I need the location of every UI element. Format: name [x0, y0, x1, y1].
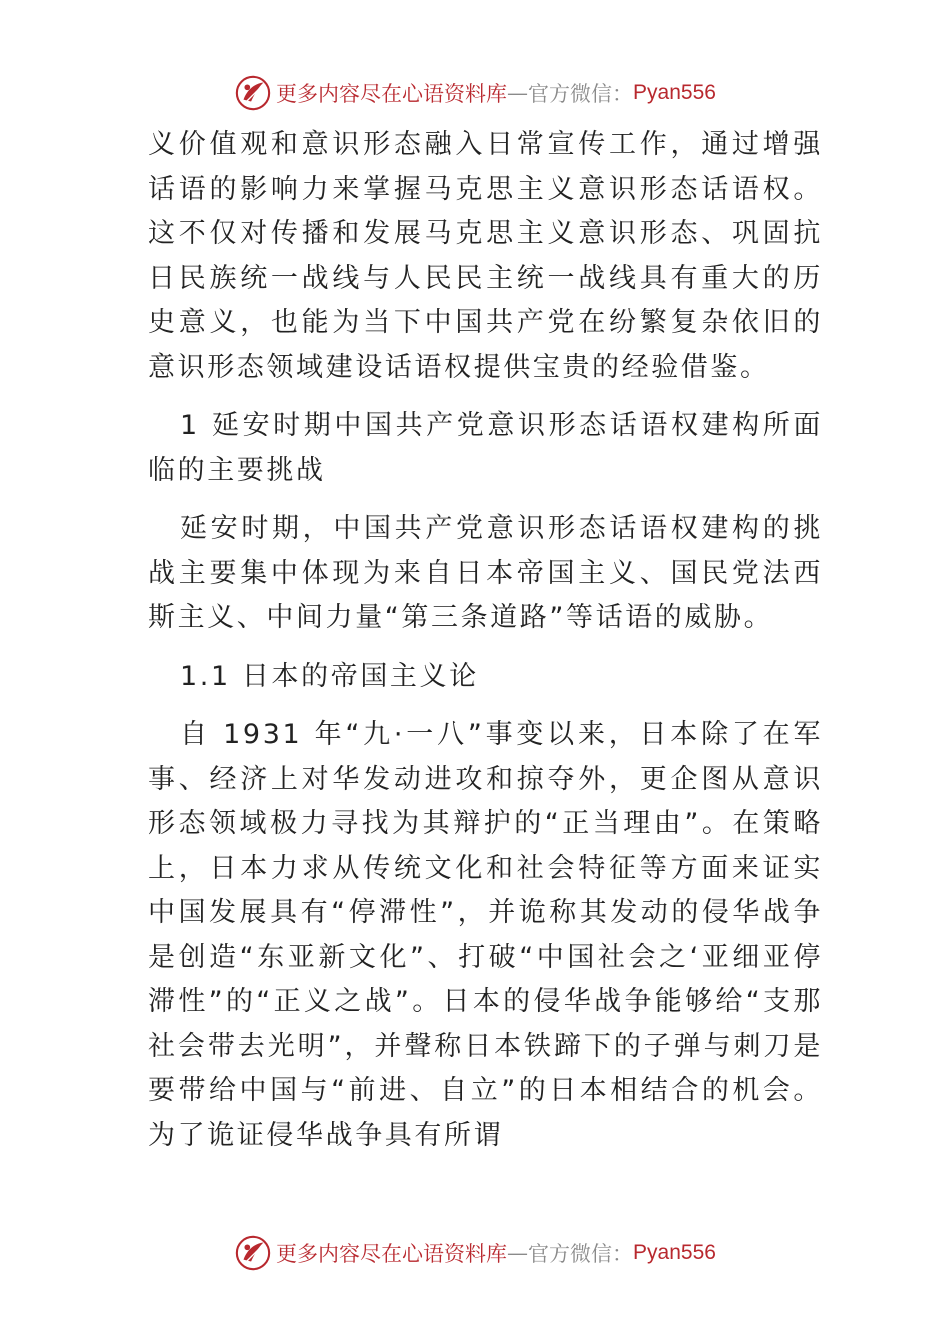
header-banner — [0, 70, 950, 116]
footer-banner — [0, 1230, 950, 1276]
banner-dash: — — [507, 1241, 529, 1265]
banner-text-red: 更多内容尽在心语资料库 — [276, 1242, 508, 1266]
section-heading-1-1: 1.1 日本的帝国主义论 — [180, 660, 479, 692]
paragraph-section-1: 延安时期，中国共产党意识形态话语权建构的挑战主要集中体现为来自日本帝国主义、国民党法西斯主义、中间力量“第三条道路”等话语的威胁。 — [148, 513, 823, 633]
section-heading-1: 1 延安时期中国共产党意识形态话语权建构所面临的主要挑战 — [148, 410, 823, 486]
library-logo-icon — [234, 1234, 272, 1272]
document-body — [148, 123, 823, 1172]
banner-wechat-label: 官方微信： — [528, 82, 634, 106]
banner-wechat-label: 官方微信： — [528, 1242, 634, 1266]
banner-wechat-id: Pyan556 — [633, 1241, 716, 1264]
paragraph-section-1-1: 自 1931 年“九·一八”事变以来，日本除了在军事、经济上对华发动进攻和掠夺外，更企图从意识形态领域极力寻找为其辩护的“正当理由”。在策略上，日本力求从传统文化和社会特征等方面来证实中国发展具有“停滞性”，并诡称其发动的侵华战争是创造“东亚新文化”、打破“中国社会之‘亚细亚停滞性”的“正义之战”。日本的侵华战争能够给“支那社会带去光明”，并聲称日本铁蹄下的子弹与刺刀是要带给中国与“前进、自立”的日本相结合的机会。为了诡证侵华战争具有所谓 — [148, 719, 823, 1151]
banner-text-red: 更多内容尽在心语资料库 — [276, 82, 508, 106]
banner-dash: — — [507, 81, 529, 105]
banner-wechat-id: Pyan556 — [633, 81, 716, 104]
paragraph-intro: 义价值观和意识形态融入日常宣传工作，通过增强话语的影响力来掌握马克思主义意识形态话语权。这不仅对传播和发展马克思主义意识形态、巩固抗日民族统一战线与人民民主统一战线具有重大的历史意义，也能为当下中国共产党在纷繁复杂依旧的意识形态领域建设话语权提供宝贵的经验借鉴。 — [148, 129, 823, 383]
library-logo-icon — [234, 74, 272, 112]
